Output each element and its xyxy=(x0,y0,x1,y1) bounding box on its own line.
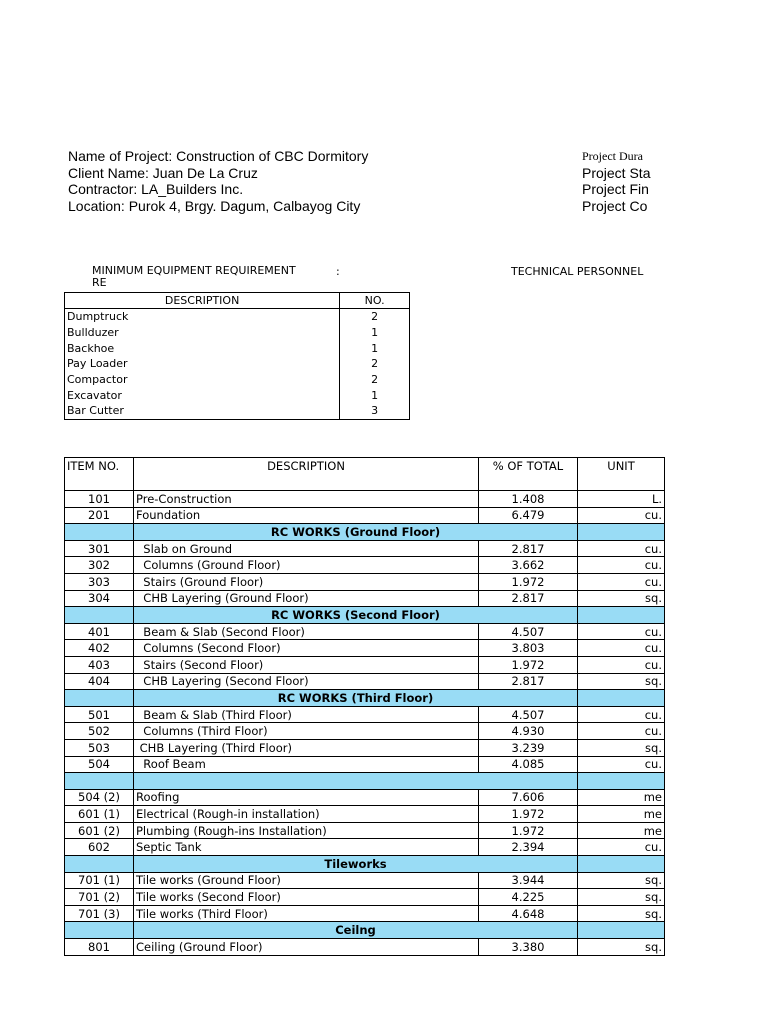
equipment-row xyxy=(65,340,410,356)
equipment-count: 2 xyxy=(340,372,410,388)
item-description: CHB Layering (Second Floor) xyxy=(134,673,479,690)
project-schedule-info xyxy=(582,148,650,214)
items-header-row xyxy=(65,458,665,491)
item-description: CHB Layering (Third Floor) xyxy=(134,739,479,756)
item-unit: sq. xyxy=(578,872,665,889)
item-number: 502 xyxy=(65,723,134,740)
item-percent: 4.225 xyxy=(479,889,578,906)
project-cost: Project Co xyxy=(582,197,648,214)
item-row xyxy=(65,557,665,574)
item-number: 404 xyxy=(65,673,134,690)
section-row xyxy=(65,773,665,790)
item-percent: 3.944 xyxy=(479,872,578,889)
equipment-description: Compactor xyxy=(65,372,340,388)
equipment-count: 1 xyxy=(340,387,410,403)
item-percent: 4.507 xyxy=(479,623,578,640)
section-cell-blank xyxy=(65,690,134,707)
item-percent: 3.239 xyxy=(479,739,578,756)
item-unit: cu. xyxy=(578,656,665,673)
item-description: Beam & Slab (Second Floor) xyxy=(134,623,479,640)
item-description: Electrical (Rough-in installation) xyxy=(134,806,479,823)
item-percent: 2.394 xyxy=(479,839,578,856)
item-percent: 1.972 xyxy=(479,806,578,823)
item-unit: cu. xyxy=(578,640,665,657)
item-percent: 3.803 xyxy=(479,640,578,657)
equipment-description: Dumptruck xyxy=(65,309,340,325)
equipment-description: Pay Loader xyxy=(65,356,340,372)
item-row xyxy=(65,540,665,557)
item-percent: 1.972 xyxy=(479,573,578,590)
project-duration: Project Dura xyxy=(582,149,643,163)
item-description: Tile works (Second Floor) xyxy=(134,889,479,906)
project-name: Name of Project: Construction of CBC Dormitory xyxy=(68,148,369,164)
item-percent: 7.606 xyxy=(479,789,578,806)
section-cell-blank xyxy=(578,856,665,873)
equipment-row xyxy=(65,325,410,341)
item-unit: cu. xyxy=(578,573,665,590)
item-percent: 1.408 xyxy=(479,491,578,508)
item-unit: cu. xyxy=(578,557,665,574)
section-row xyxy=(65,690,665,707)
section-row xyxy=(65,607,665,624)
item-number: 701 (2) xyxy=(65,889,134,906)
item-number: 402 xyxy=(65,640,134,657)
contractor: Contractor: LA_Builders Inc. xyxy=(68,181,244,197)
equipment-header-row xyxy=(65,293,410,309)
item-percent: 2.817 xyxy=(479,590,578,607)
item-percent: 3.662 xyxy=(479,557,578,574)
client-name: Client Name: Juan De La Cruz xyxy=(68,164,258,181)
section-row xyxy=(65,922,665,939)
item-unit: cu. xyxy=(578,623,665,640)
item-number: 504 (2) xyxy=(65,789,134,806)
equipment-description: Backhoe xyxy=(65,340,340,356)
equipment-description: Bullduzer xyxy=(65,325,340,341)
item-row xyxy=(65,889,665,906)
equipment-row xyxy=(65,309,410,325)
item-row xyxy=(65,739,665,756)
items-table xyxy=(64,457,665,956)
item-row xyxy=(65,839,665,856)
item-number: 503 xyxy=(65,739,134,756)
item-description: Plumbing (Rough-ins Installation) xyxy=(134,822,479,839)
equipment-description: Excavator xyxy=(65,387,340,403)
item-description: CHB Layering (Ground Floor) xyxy=(134,590,479,607)
item-number: 403 xyxy=(65,656,134,673)
equipment-no-header: NO. xyxy=(340,293,410,309)
item-number: 201 xyxy=(65,507,134,524)
equipment-count: 1 xyxy=(340,325,410,341)
item-row xyxy=(65,507,665,524)
item-percent: 2.817 xyxy=(479,540,578,557)
equipment-row xyxy=(65,356,410,372)
section-cell-blank xyxy=(65,524,134,541)
item-number: 303 xyxy=(65,573,134,590)
item-description: Stairs (Ground Floor) xyxy=(134,573,479,590)
item-number: 801 xyxy=(65,939,134,956)
item-unit: cu. xyxy=(578,507,665,524)
section-title: RC WORKS (Third Floor) xyxy=(134,690,578,707)
item-percent: 4.507 xyxy=(479,706,578,723)
item-percent: 2.817 xyxy=(479,673,578,690)
equipment-row xyxy=(65,387,410,403)
item-description: Tile works (Ground Floor) xyxy=(134,872,479,889)
item-row xyxy=(65,756,665,773)
item-row xyxy=(65,789,665,806)
item-unit: sq. xyxy=(578,889,665,906)
section-title: Ceilng xyxy=(134,922,578,939)
equipment-description-header: DESCRIPTION xyxy=(65,293,340,309)
item-number: 701 (3) xyxy=(65,905,134,922)
item-description: Roofing xyxy=(134,789,479,806)
location: Location: Purok 4, Brgy. Dagum, Calbayog City xyxy=(68,197,361,214)
item-percent: 6.479 xyxy=(479,507,578,524)
section-cell-blank xyxy=(65,607,134,624)
equipment-count: 1 xyxy=(340,340,410,356)
item-description: Columns (Ground Floor) xyxy=(134,557,479,574)
item-number: 602 xyxy=(65,839,134,856)
item-percent: 3.380 xyxy=(479,939,578,956)
item-row xyxy=(65,872,665,889)
item-row xyxy=(65,905,665,922)
project-finish: Project Fin xyxy=(582,181,649,197)
item-description: Tile works (Third Floor) xyxy=(134,905,479,922)
item-unit: L. xyxy=(578,491,665,508)
section-cell-blank xyxy=(578,922,665,939)
item-description: Roof Beam xyxy=(134,756,479,773)
equipment-requirement-label: MINIMUM EQUIPMENT REQUIREMENT RE xyxy=(92,264,296,289)
equipment-table xyxy=(64,292,410,420)
item-row xyxy=(65,656,665,673)
project-info xyxy=(68,148,368,214)
section-cell-blank xyxy=(65,773,134,790)
item-row xyxy=(65,939,665,956)
item-number: 501 xyxy=(65,706,134,723)
item-percent: 1.972 xyxy=(479,822,578,839)
item-unit: cu. xyxy=(578,723,665,740)
item-description: Columns (Second Floor) xyxy=(134,640,479,657)
item-unit: me xyxy=(578,822,665,839)
equipment-description: Bar Cutter xyxy=(65,403,340,419)
item-row xyxy=(65,822,665,839)
item-percent: 4.085 xyxy=(479,756,578,773)
item-description: Pre-Construction xyxy=(134,491,479,508)
item-description: Beam & Slab (Third Floor) xyxy=(134,706,479,723)
item-number: 101 xyxy=(65,491,134,508)
item-unit: cu. xyxy=(578,706,665,723)
item-unit: cu. xyxy=(578,756,665,773)
item-row xyxy=(65,723,665,740)
section-cell-blank xyxy=(578,690,665,707)
section-title: RC WORKS (Ground Floor) xyxy=(134,524,578,541)
section-cell-blank xyxy=(65,856,134,873)
equipment-count: 2 xyxy=(340,309,410,325)
item-description: Stairs (Second Floor) xyxy=(134,656,479,673)
equipment-count: 3 xyxy=(340,403,410,419)
item-unit: sq. xyxy=(578,590,665,607)
item-pct-header: % OF TOTAL xyxy=(479,458,578,491)
item-row xyxy=(65,806,665,823)
item-number: 601 (2) xyxy=(65,822,134,839)
section-cell-blank xyxy=(65,922,134,939)
section-cell-blank xyxy=(578,773,665,790)
equipment-row xyxy=(65,403,410,419)
item-description: Foundation xyxy=(134,507,479,524)
item-unit: cu. xyxy=(578,839,665,856)
section-title: RC WORKS (Second Floor) xyxy=(134,607,578,624)
equipment-row xyxy=(65,372,410,388)
section-row xyxy=(65,524,665,541)
item-percent: 1.972 xyxy=(479,656,578,673)
equipment-colon: : xyxy=(336,265,340,278)
item-unit: sq. xyxy=(578,905,665,922)
item-description: Septic Tank xyxy=(134,839,479,856)
item-number: 701 (1) xyxy=(65,872,134,889)
item-unit: me xyxy=(578,806,665,823)
item-unit: sq. xyxy=(578,673,665,690)
item-description-header: DESCRIPTION xyxy=(134,458,479,491)
item-row xyxy=(65,673,665,690)
section-title: Tileworks xyxy=(134,856,578,873)
item-number: 304 xyxy=(65,590,134,607)
item-unit: cu. xyxy=(578,540,665,557)
item-description: Slab on Ground xyxy=(134,540,479,557)
equipment-count: 2 xyxy=(340,356,410,372)
item-row xyxy=(65,640,665,657)
item-percent: 4.930 xyxy=(479,723,578,740)
item-description: Ceiling (Ground Floor) xyxy=(134,939,479,956)
item-description: Columns (Third Floor) xyxy=(134,723,479,740)
item-number: 601 (1) xyxy=(65,806,134,823)
item-row xyxy=(65,623,665,640)
item-percent: 4.648 xyxy=(479,905,578,922)
item-unit: me xyxy=(578,789,665,806)
item-unit-header: UNIT xyxy=(578,458,665,491)
item-number: 301 xyxy=(65,540,134,557)
item-row xyxy=(65,491,665,508)
item-unit: sq. xyxy=(578,739,665,756)
technical-personnel-label: TECHNICAL PERSONNEL xyxy=(511,265,644,278)
item-row xyxy=(65,706,665,723)
item-row xyxy=(65,590,665,607)
section-cell-blank xyxy=(578,524,665,541)
item-unit: sq. xyxy=(578,939,665,956)
item-number: 302 xyxy=(65,557,134,574)
section-row xyxy=(65,856,665,873)
project-start: Project Sta xyxy=(582,164,651,181)
item-number: 504 xyxy=(65,756,134,773)
item-row xyxy=(65,573,665,590)
section-title xyxy=(134,773,578,790)
item-no-header: ITEM NO. xyxy=(65,458,134,491)
item-number: 401 xyxy=(65,623,134,640)
section-cell-blank xyxy=(578,607,665,624)
